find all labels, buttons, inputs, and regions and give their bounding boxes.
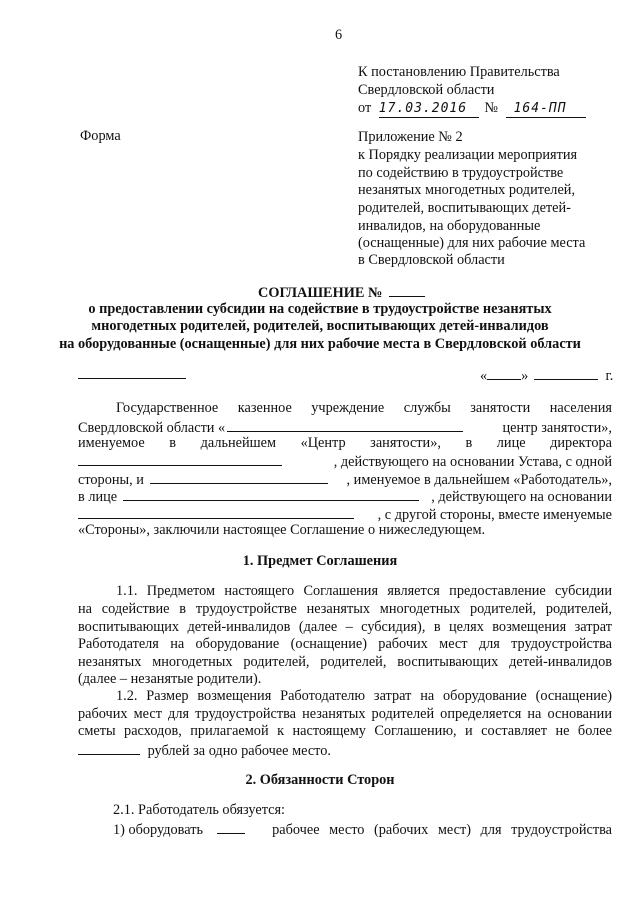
intro-line-3: именуемое в дальнейшем «Центр занятости», в лице директора (78, 435, 612, 451)
decree-date: 17.03.2016 (379, 100, 479, 118)
s1-p1-line-2: воспитывающих детей-инвалидов (далее – субсидия), в целях возмещения затрат (78, 619, 612, 635)
director-blank (78, 452, 282, 466)
day-blank (487, 366, 521, 380)
intro-l5a: стороны, и (78, 472, 144, 488)
intro-line-6 (78, 487, 612, 506)
title-line-2: о предоставлении субсидии на содействие в трудоустройстве незанятых (88, 301, 552, 317)
representative-blank (123, 487, 419, 501)
s2-p2 (113, 820, 612, 839)
decree-number: 164-ПП (506, 100, 586, 118)
date-line (480, 366, 613, 385)
s2-p2a: 1) оборудовать (113, 822, 203, 838)
intro-l6a: в лице (78, 489, 118, 505)
agreement-title (258, 283, 425, 302)
employer-blank (150, 470, 328, 484)
title-line-4: на оборудованные (оснащенные) для них рабочие места в Свердловской области (59, 336, 581, 352)
s2-p2b: рабочее место (рабочих мест) для трудоустройства (272, 822, 612, 838)
month-blank (534, 366, 598, 380)
workplaces-count-blank (217, 820, 245, 834)
header-line-2: Свердловской области (358, 82, 495, 98)
appendix-line-5: инвалидов, на оборудованные (358, 218, 541, 234)
date-prefix: от (358, 100, 372, 116)
s1-p2-last-line (78, 741, 331, 760)
s1-p1-last: (далее – незанятые родители). (78, 671, 262, 687)
number-prefix: № (484, 100, 499, 116)
basis-blank (78, 505, 354, 519)
title-line-3: многодетных родителей, родителей, воспитывающих детей-инвалидов (91, 318, 549, 334)
appendix-line-4: родителей, воспитывающих детей- (358, 200, 571, 216)
intro-l4: , действующего на основании Устава, с одной (333, 454, 612, 470)
year-suffix: г. (605, 368, 614, 384)
s1-p2-line-0: 1.2. Размер возмещения Работодателю затрат на оборудование (оснащение) (116, 688, 612, 704)
s1-p2-last: рублей за одно рабочее место. (147, 743, 331, 759)
appendix-line-2: по содействию в трудоустройстве (358, 165, 564, 181)
intro-line-1: Государственное казенное учреждение службы занятости населения (116, 400, 612, 416)
agreement-number-blank (389, 283, 425, 297)
appendix-line-6: (оснащенные) для них рабочие места (358, 235, 586, 251)
s2-p1: 2.1. Работодатель обязуется: (113, 802, 286, 818)
s1-p1-line-4: незанятых многодетных родителей, родителей, воспитывающих детей-инвалидов (78, 654, 612, 670)
amount-blank (78, 741, 140, 755)
place-blank (78, 378, 186, 379)
s1-p2-line-1: рабочих мест для трудоустройства незанятых родителей определяется на основании (78, 706, 612, 722)
quote-open: « (480, 368, 488, 384)
s1-p1-line-3: Работодателя на оборудование (оснащение) рабочих мест для трудоустройства (78, 636, 612, 652)
page-number: 6 (335, 27, 343, 43)
appendix-line-1: к Порядку реализации мероприятия (358, 147, 578, 163)
appendix-line-3: незанятых многодетных родителей, (358, 182, 576, 198)
section-1-heading: 1. Предмет Соглашения (242, 553, 398, 569)
s1-p1-line-1: на содействие в трудоустройстве незанятых многодетных родителей, родителей, (78, 601, 612, 617)
header-line-1: К постановлению Правительства (358, 64, 560, 80)
intro-line-4 (78, 452, 612, 471)
intro-line-8: «Стороны», заключили настоящее Соглашение о нижеследующем. (78, 522, 486, 538)
intro-l2a: Свердловской области « (78, 420, 226, 436)
intro-l7: , с другой стороны, вместе именуемые (377, 507, 612, 523)
center-name-blank (227, 418, 463, 432)
title-main: СОГЛАШЕНИЕ № (258, 285, 383, 301)
intro-l5b: , именуемое в дальнейшем «Работодатель», (346, 472, 612, 488)
form-label: Форма (80, 128, 121, 144)
s1-p2-line-2: сметы расходов, прилагаемой к настоящему Соглашению, и составляет не более (78, 723, 612, 739)
intro-l2b: центр занятости», (502, 420, 612, 436)
section-2-heading: 2. Обязанности Сторон (245, 772, 395, 788)
appendix-line-7: в Свердловской области (358, 252, 505, 268)
intro-l6b: , действующего на основании (431, 489, 612, 505)
quote-close: » (521, 368, 529, 384)
header-date-line (358, 100, 586, 118)
s1-p1-line-0: 1.1. Предметом настоящего Соглашения является предоставление субсидии (116, 583, 612, 599)
appendix-line-0: Приложение № 2 (358, 129, 463, 145)
